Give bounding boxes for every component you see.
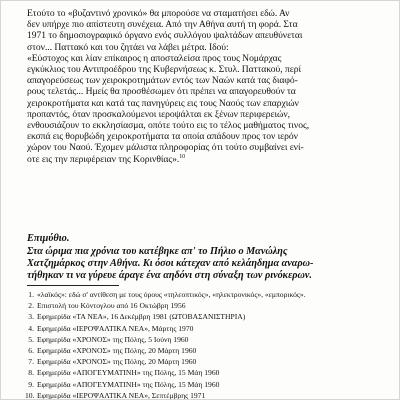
footnote-text: Εφημερίδα «ΧΡΟΝΟΣ» της Πόλης, 20 Μάρτη 1960 bbox=[37, 357, 197, 367]
quote-line: χειροκροτήματα και κατά τας πανηγύρεις εις τους Ναούς των επαρχιών bbox=[27, 97, 299, 109]
footnote-text: Εφημερίδα «ΙΕΡΟΨΑΛΤΙΚΑ ΝΕΑ», Μάρτης 1970 bbox=[37, 323, 194, 333]
footnote-number: 1. bbox=[28, 290, 34, 299]
footnote-text: Επιστολή του Κόντογλου από 16 Οκτώβρη 1956 bbox=[37, 301, 186, 311]
footnote-item bbox=[25, 367, 385, 378]
footnote-item bbox=[25, 334, 385, 345]
footnote-number: 5. bbox=[28, 334, 34, 344]
quote-line: ρους τελετάς... Ημείς θα προσθέσωμεν ότι πρέπει να απαγορευθούν τα bbox=[27, 86, 296, 98]
body-line: δεν υπήρχε πιο απίστευτη συνέχεια. Από την Αθήνα αυτή τη φορά. Στα bbox=[27, 19, 298, 31]
quote-line: ενθουσιάζουν το εκκλησίασμα, οπότε τούτο εις το τέλος μαθήματος τινος, bbox=[27, 120, 310, 132]
footnote-text: Εφημερίδα «ΧΡΟΝΟΣ» της Πόλης, 5 Ιούνη 1960 bbox=[37, 334, 189, 344]
body-line: Ετούτο το «βυζαντινό χρονικό» θα μπορούσε να σταματήσει εδώ. Αν bbox=[27, 8, 290, 19]
footnote-text: Εφημερίδα «ΤΑ ΝΕΑ», 16 Δεκέμβρη 1981 (ΩΤΟΒΑΣΑΝΙΣΤΗΡΙΑ) bbox=[37, 312, 246, 322]
body-paragraph bbox=[27, 8, 379, 165]
footnote-item bbox=[25, 379, 385, 390]
footnote-number: 2. bbox=[28, 301, 34, 311]
body-line: στον... Παττακό και του ζητάει να λάβει μέτρα. Ιδού: bbox=[27, 41, 229, 53]
footnote-reference: 10 bbox=[179, 153, 186, 160]
footnote-text: Εφημερίδα «ΙΕΡΟΨΑΛΤΙΚΑ ΝΕΑ», Σεπτέμβρης 1971 bbox=[37, 390, 206, 400]
quote-line: προπαντός, όταν προσκαλούμενοι ιεροψάλται εκ ξένων περιφερειών, bbox=[27, 108, 290, 120]
footnotes-list bbox=[25, 289, 385, 400]
epilogue-title: Επιμύθιο. bbox=[27, 233, 70, 244]
footnote-number: 7. bbox=[28, 357, 34, 367]
footnote-number: 10. bbox=[25, 390, 35, 400]
quote-line: εγκύκλιος του Αντιπροέδρου της Κυβερνήσεως κ. Στυλ. Παττακού, περί bbox=[27, 64, 301, 76]
footnote-number: 6. bbox=[28, 346, 34, 356]
body-line: 1971 το δημοσιογραφικό όργανο ενός συλλόγου ψαλτάδων απευθύνεται bbox=[27, 30, 303, 42]
footnote-text: Εφημερίδα «ΑΠΟΓΕΥΜΑΤΙΝΗ» της Πόλης, 15 Μάη 1960 bbox=[37, 379, 220, 389]
epilogue-line: τήθηκαν τι να γύρευε άραγε ένα αηδόνι στη σύναξη των ρινόκερων. bbox=[27, 270, 312, 281]
footnote-number: 4. bbox=[28, 323, 34, 333]
footnote-item bbox=[25, 390, 385, 400]
quote-line: απαγορεύσεως των χειροκροτημάτων εντός των Ναών κατά τας διαφό- bbox=[27, 75, 298, 87]
quote-line-text: οτε εις την περιφέρειαν της Κορινθίας». bbox=[27, 153, 180, 165]
footnote-number: 3. bbox=[28, 312, 34, 322]
footnote-item bbox=[25, 345, 385, 356]
footnote-item bbox=[25, 356, 385, 367]
footnote-item bbox=[25, 289, 385, 300]
epilogue-line: Στα ώριμα πια χρόνια του κατέβηκε απ' το Πήλιο ο Μανώλης bbox=[27, 246, 288, 257]
footnote-text: Εφημερίδα «ΧΡΟΝΟΣ» της Πόλης, 20 Μάρτη 1960 bbox=[37, 346, 197, 356]
quote-line: «Εύστοχος και λίαν επίκαιρος η αποσταλείσα προς τους Νομάρχας bbox=[27, 52, 282, 64]
footnote-text: Εφημερίδα «ΑΠΟΓΕΥΜΑΤΙΝΗ» της Πόλης, 15 Μάη 1960 bbox=[37, 368, 220, 378]
epilogue-line: Χατζημάρκος στην Αθήνα. Κι όσοι κάτεχαν από κελάηδημα αναρω- bbox=[27, 258, 314, 269]
footnote-number: 8. bbox=[28, 368, 34, 378]
footnote-number: 9. bbox=[28, 379, 34, 389]
quote-line: εκσπά εις θορυβώδη χειροκροτήματα τα οποία απάδουν προς τον ιερόν bbox=[27, 131, 298, 143]
quote-line: χώρον του Ναού. Έχομεν μάλιστα πληροφορίας ότι τούτο συμβαίνει ενί- bbox=[27, 142, 304, 154]
footnote-item bbox=[25, 300, 385, 311]
footnote-text: «λαϊκός»: εδώ σ' αντίθεση με τους όρους «τηλεοπτικός», «ηλεκτρονικός», «εμπορικός». bbox=[37, 290, 306, 299]
footnote-divider bbox=[27, 285, 119, 286]
epilogue-paragraph bbox=[27, 246, 387, 282]
footnote-item bbox=[25, 323, 385, 334]
quote-line bbox=[27, 154, 379, 165]
footnote-item bbox=[25, 311, 385, 322]
